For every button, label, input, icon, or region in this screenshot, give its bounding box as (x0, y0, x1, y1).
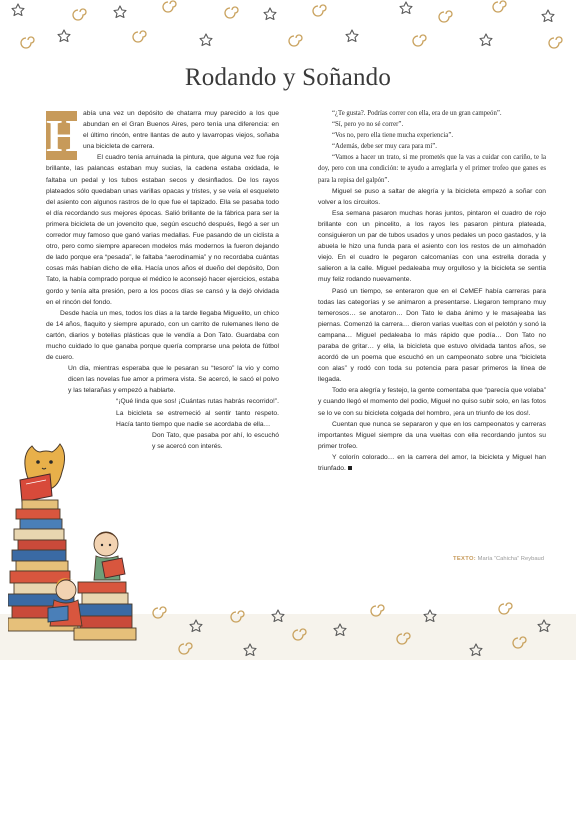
cat-reading-illustration (20, 444, 65, 502)
dialogue-line: “¿Te gusta?. Podrías correr con ella, era de un gran campeón”. (332, 110, 502, 117)
credit-author: María “Cahicha” Reybaud (477, 556, 544, 562)
star-icon (12, 4, 24, 16)
swirl-icon (549, 37, 562, 48)
credit-label: TEXTO: (453, 556, 476, 562)
dialogue-line: “Además, debe ser muy cara para mí”. (332, 143, 437, 151)
paragraph-final (318, 452, 546, 474)
paragraph: “¡Qué linda que sos! ¡Cuántas rutas habrás recorrido!”. La bicicleta se estremeció al sentir tanto respeto. Hacía tanto tiempo que nadie se acordaba de ella… (116, 398, 279, 428)
swirl-icon (499, 603, 512, 614)
paragraph: Don Tato, que pasaba por ahí, lo escuchó y se acercó con interés. (152, 431, 279, 450)
page-title: Rodando y Soñando (184, 64, 392, 91)
swirl-icon (73, 9, 86, 20)
drop-cap: H (46, 110, 82, 161)
swirl-icon (289, 35, 302, 46)
paragraph: Cuentan que nunca se separaron y que en los campeonatos y carreras importantes Miguel siempre da una vueltas con ella recordando juntos su primer trofeo. (318, 420, 546, 450)
swirl-icon (163, 1, 176, 12)
paragraph: Todo era alegría y festejo, la gente comentaba que “parecía que volaba” y cuando llegó el momento del podio, Miguel no quiso subir solo, en las fotos se lo ve con su bicicleta colgada del hombro, ¡era un triunfo de los dos!. (318, 387, 546, 417)
star-icon (400, 2, 412, 14)
star-icon (542, 10, 554, 22)
decorative-pattern-top (0, 0, 576, 52)
paragraph: Pasó un tiempo, se enteraron que en el CeMEF había carreras para todas las categorías y se animaron a presentarse. Llegaron temprano muy temerosos… se anotaron… Don Tato le daba ánimo y le masajeaba las piernas. Comenzó la carrera… dieron varias vueltas con el pelotón y sonó la campana… Miguel pedaleaba lo más rápido que podía… Don Tato no paraba de gritar… y ella, la bicicleta que estuvo olvidada tantos años, se acordó de un poema que escuchó en un campeonato sobre una “bicicleta con alas” y rodó con toda su potencia para pasar primeros la línea de llegada. (318, 287, 546, 384)
swirl-icon (493, 1, 506, 12)
paragraph: Desde hacía un mes, todos los días a la tarde llegaba Miguelito, un chico de 14 años, flaquito y siempre apurado, con un carrito de rulemanes lleno de cartón, diarios y botellas plásticas que le vendía a Don Tato. Guardaba con mucho cuidado lo que ganaba porque quería comprarse una pelota de fútbol de cuero. (46, 309, 279, 362)
star-icon (480, 34, 492, 46)
end-mark-icon (348, 466, 352, 470)
star-icon (114, 6, 126, 18)
star-icon (58, 30, 70, 42)
dialogue-line: “Sí, pero yo no sé correr”. (332, 121, 404, 129)
swirl-icon (439, 11, 452, 22)
text-column-left (46, 108, 279, 452)
swirl-icon (133, 31, 146, 42)
dialogue-line: “Vos no, pero ella tiene mucha experiencia”. (332, 132, 454, 140)
books-stack-illustration (8, 432, 144, 642)
swirl-icon (313, 5, 326, 16)
dialogue-line: “Vamos a hacer un trato, si me prometés que la vas a cuidar con cariño, te la doy, pero con una condición: te ayudo a arreglarla y el primer trofeo que ganes es para la repisa del galpón”. (318, 154, 546, 184)
paragraph: El cuadro tenía arruinada la pintura, que alguna vez fue roja brillante, las palancas estaban muy sucias, la cadena estaba oxidada, le faltaba un pedal y los tubos estaban secos y desinflados. De los rayos plateados sólo quedaban unas varillas opacas y tristes, y se veía el esqueleto del asiento con algunos rastros de lo que fue el tapizado. Ella se pasaba todo el día recordando sus mejores épocas. Salió brillante de la fábrica para ser la primera bicicleta de un jovencito que, según escuchó después, llegó a ser un corredor muy famoso que ganó varias medallas. Fue pasando de un ciclista a otro, pero como siempre aparecen modelos más modernos la fueron dejando de lado porque era “pesada”, le faltaba “aerodinamia” y no recordaba cuántas cosas más habían dicho de ella. Hacía unos años el dueño del depósito, Don Tato, la había comprado porque el médico le aconsejó hacer ejercicios, estaba gordo y tenía alta presión, pero a los pocos días se cansó y la dejó olvidada en el rincón del fondo. (46, 154, 279, 306)
author-credit (453, 556, 544, 562)
swirl-icon (225, 7, 238, 18)
swirl-icon (21, 37, 34, 48)
star-icon (346, 30, 358, 42)
paragraph: Esa semana pasaron muchas horas juntos, pintaron el cuadro de rojo brillante con un pincelito, a los rayos les pasaron pintura plateada, consiguieron un par de tubos usados y unos pedales un poco gastados, y la abuela le hizo una funda para el asiento con los restos de un almohadón viejo. En el cuadro le pegaron calcomanías con una estrella dorada y salieron a la calle. Miguel pedaleaba muy orgulloso y la bicicleta se sentía muy feliz rodando nuevamente. (318, 209, 546, 284)
star-icon (264, 8, 276, 20)
paragraph: abía una vez un depósito de chatarra muy parecido a los que abundan en el Gran Buenos Aires, pero tenía una diferencia: en el último rincón, entre llantas de auto y lavarropas viejos, soñaba una bicicleta de carrera. (83, 110, 279, 151)
swirl-icon (413, 35, 426, 46)
paragraph: Miguel se puso a saltar de alegría y la bicicleta empezó a soñar con volver a los circuitos. (318, 187, 546, 206)
star-icon (200, 34, 212, 46)
final-sentence: Y colorín colorado… en la carrera del amor, la bicicleta y Miguel han triunfado. (318, 453, 546, 472)
text-column-right (318, 108, 546, 474)
paragraph: Un día, mientras esperaba que le pesaran su “tesoro” la vio y como dicen las novelas fue amor a primera vista. Se acercó, le sacó el polvo y las telarañas y empezó a hablarte. (68, 365, 279, 395)
